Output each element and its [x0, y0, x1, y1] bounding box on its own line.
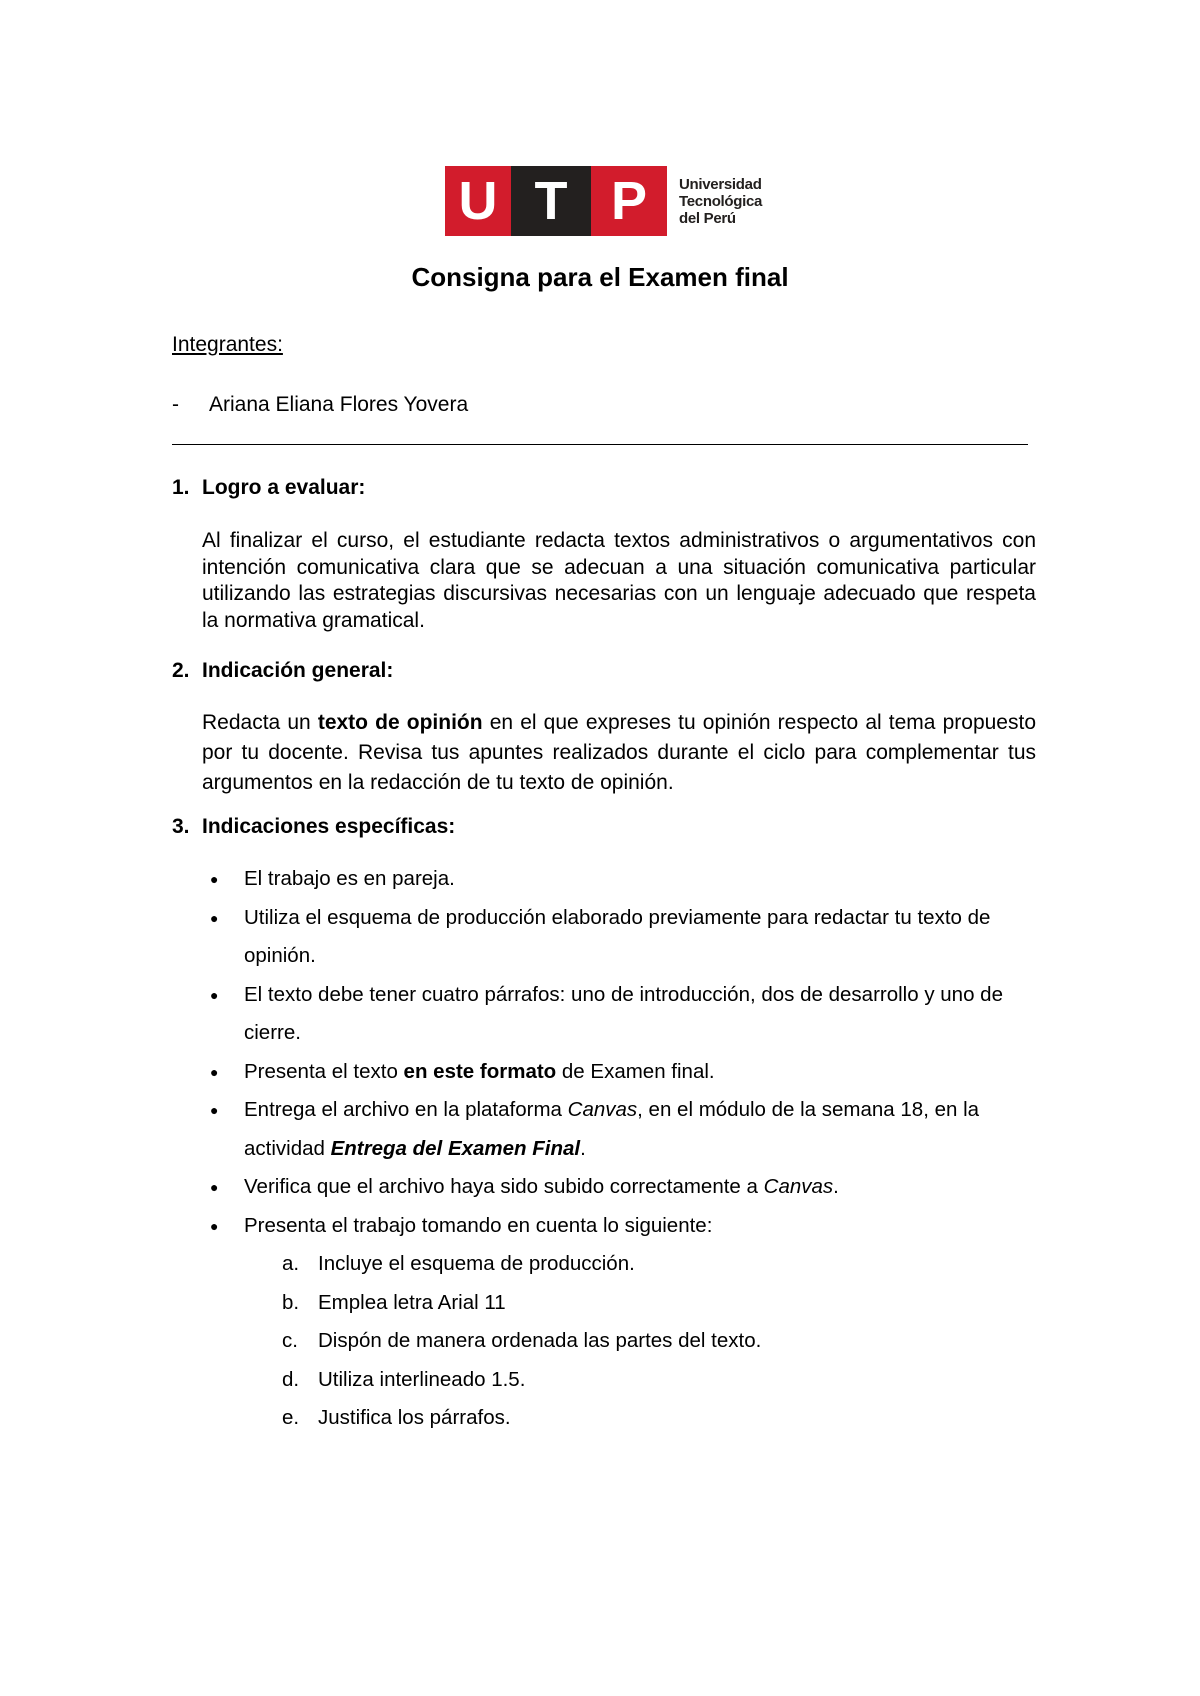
section-2-body	[202, 708, 1036, 798]
list-item-italic-text: Canvas	[763, 1175, 834, 1198]
list-item-bold-text: en este formato	[403, 1059, 557, 1083]
list-item-text: Utiliza el esquema de producción elaborado previamente para redactar tu texto de opinión.	[244, 905, 991, 967]
presentation-requirements-list	[282, 1245, 761, 1438]
list-item	[202, 1053, 1036, 1092]
sublist-letter: b.	[282, 1290, 300, 1314]
list-item-text: de Examen final.	[556, 1059, 715, 1083]
utp-logo-mark	[445, 166, 667, 236]
list-item-text: El trabajo es en pareja.	[244, 867, 455, 890]
body-text: Redacta un	[202, 711, 318, 734]
list-item-bold-italic-text: Entrega del Examen Final	[330, 1136, 581, 1160]
section-1-title: Logro a evaluar:	[202, 476, 366, 499]
body-bold-text: texto de opinión	[317, 711, 483, 734]
section-2-number: 2.	[172, 659, 190, 682]
list-item	[202, 1207, 1036, 1246]
logo-wordmark	[679, 176, 762, 227]
bullet-icon: ●	[210, 909, 219, 926]
bullet-icon: ●	[210, 1102, 219, 1118]
section-1-number: 1.	[172, 476, 190, 499]
bullet-icon: ●	[210, 1063, 219, 1080]
section-3-number: 3.	[172, 815, 190, 838]
list-item-text: El texto debe tener cuatro párrafos: uno de introducción, dos de desarrollo y uno de cierre.	[244, 982, 1003, 1044]
logo-text-line: Universidad	[679, 175, 762, 193]
list-item	[202, 1091, 1036, 1168]
sublist-letter: c.	[282, 1329, 298, 1352]
bullet-icon: ●	[210, 1179, 219, 1195]
list-item	[202, 860, 1036, 899]
logo-letter-u: U	[445, 166, 511, 236]
list-item-text: Presenta el texto	[244, 1059, 404, 1083]
list-item-text: , en el módulo de la semana 18, en la actividad	[244, 1098, 980, 1160]
sublist-text: Incluye el esquema de producción.	[318, 1252, 635, 1275]
sublist-item	[282, 1322, 761, 1361]
section-2-title: Indicación general:	[202, 659, 394, 682]
member-name: Ariana Eliana Flores Yovera	[209, 393, 469, 416]
sublist-letter: e.	[282, 1406, 300, 1429]
member-dash: -	[172, 393, 179, 416]
sublist-text: Justifica los párrafos.	[318, 1406, 511, 1429]
sublist-letter: d.	[282, 1367, 300, 1391]
section-3-title: Indicaciones específicas:	[202, 815, 456, 838]
sublist-item	[282, 1361, 761, 1400]
list-item	[202, 899, 1036, 976]
body-text: en el que expreses tu opinión respecto al tema propuesto por tu docente. Revisa tus apuntes realizados durante el ciclo para complementar tus argumentos en la redacción de tu texto de opinión.	[202, 711, 1037, 794]
specific-instructions-list	[202, 860, 1036, 1245]
bullet-icon: ●	[210, 986, 219, 1003]
list-item-text: Verifica que el archivo haya sido subido correctamente a	[244, 1175, 764, 1198]
list-item-text: .	[580, 1136, 586, 1160]
integrantes-label: Integrantes:	[172, 333, 283, 356]
section-1-body: Al finalizar el curso, el estudiante redacta textos administrativos o argumentativos con intención comunicativa clara que se adecuan a una situación comunicativa particular utilizando las estrategias discursivas necesarias con un lenguaje adecuado que respeta la normativa gramatical.	[202, 529, 1036, 632]
list-item	[202, 976, 1036, 1053]
list-item	[202, 1168, 1036, 1207]
logo-text-line: del Perú	[679, 209, 736, 227]
bullet-icon: ●	[210, 1217, 219, 1234]
sublist-item	[282, 1399, 761, 1438]
list-item-text: Presenta el trabajo tomando en cuenta lo siguiente:	[244, 1213, 713, 1237]
list-item-text: .	[833, 1175, 839, 1198]
logo-text-line: Tecnológica	[679, 192, 763, 210]
document-title: Consigna para el Examen final	[411, 262, 789, 292]
list-item-text: Entrega el archivo en la plataforma	[244, 1098, 568, 1121]
bullet-icon: ●	[210, 871, 219, 887]
separator-line	[172, 444, 1028, 445]
sublist-item	[282, 1245, 761, 1284]
utp-logo	[445, 166, 762, 236]
sublist-text: Utiliza interlineado 1.5.	[318, 1367, 526, 1391]
sublist-letter: a.	[282, 1252, 300, 1275]
logo-letter-p: P	[591, 166, 667, 236]
logo-letter-t: T	[511, 166, 591, 236]
sublist-text: Emplea letra Arial 11	[318, 1290, 506, 1314]
sublist-text: Dispón de manera ordenada las partes del texto.	[318, 1329, 762, 1352]
sublist-item	[282, 1284, 761, 1323]
list-item-italic-text: Canvas	[567, 1098, 638, 1121]
